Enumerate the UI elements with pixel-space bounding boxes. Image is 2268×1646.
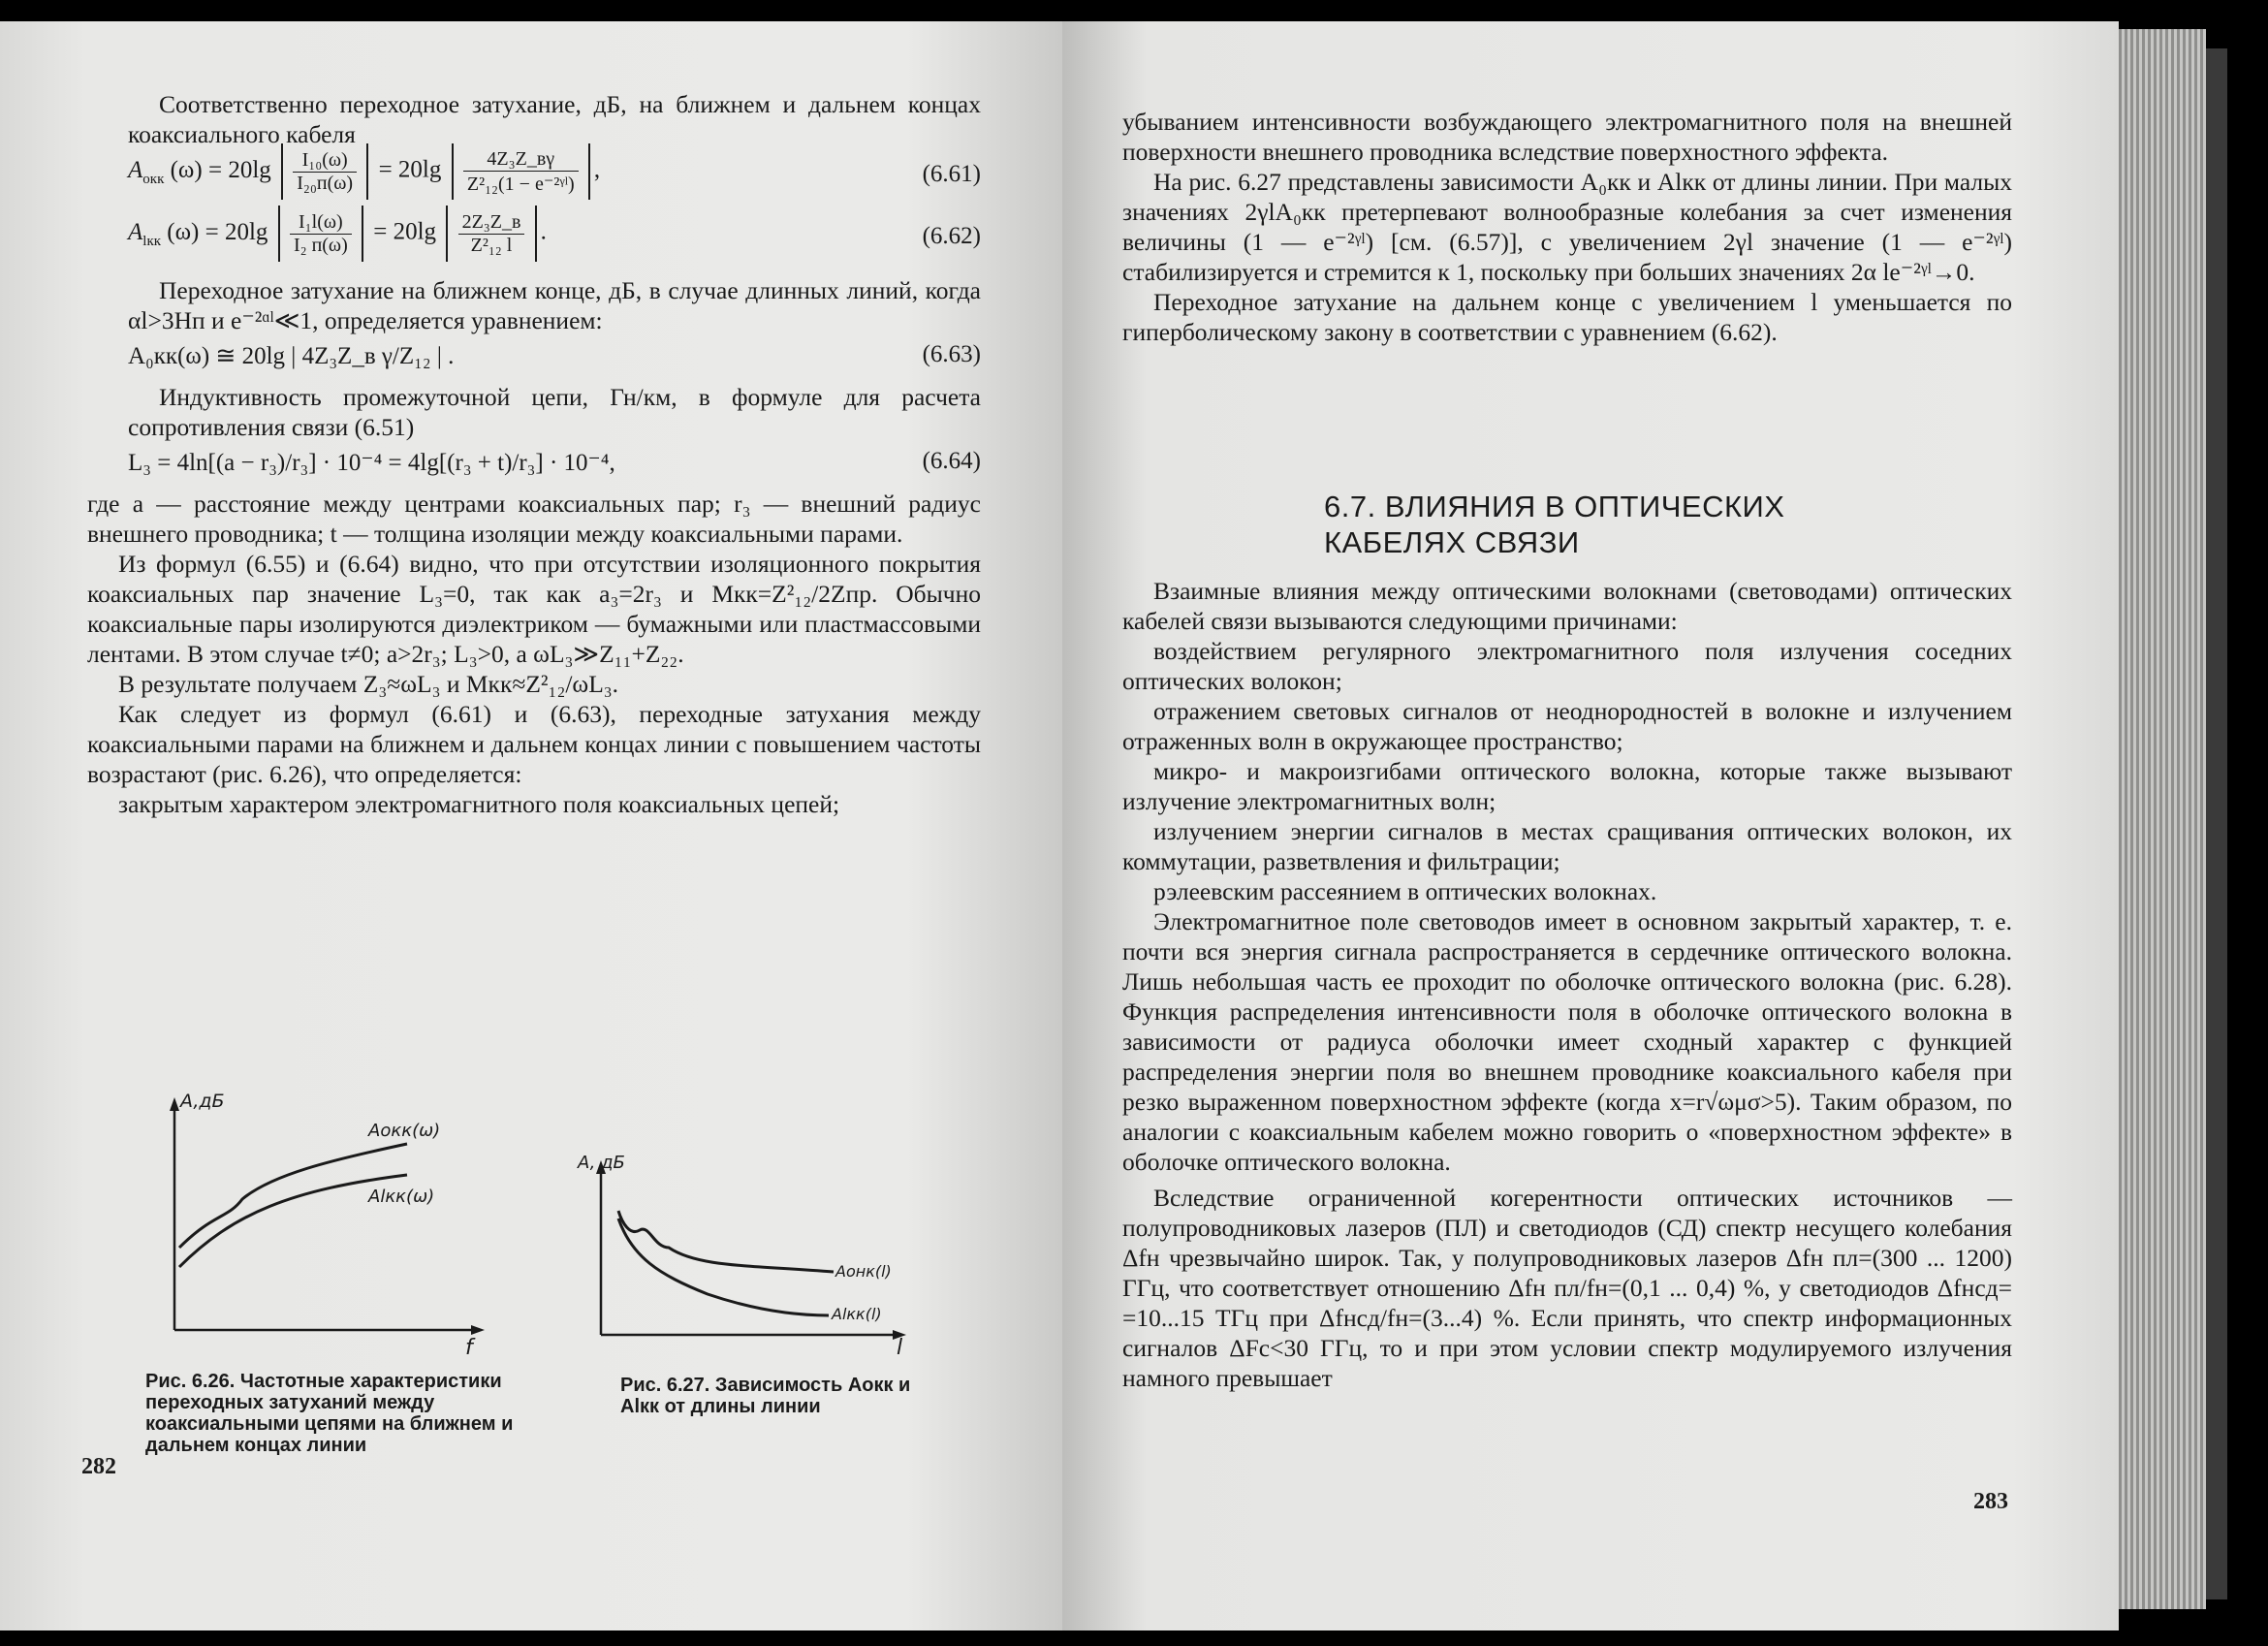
left-page bbox=[0, 21, 1066, 1630]
fig26-y-arrow bbox=[170, 1097, 179, 1111]
paragraph-where: где a — расстояние между центрами коаксиальных пар; r₃ — внешний радиус внешнего проводника; t — толщина изоляции между коаксиальными парами. bbox=[87, 490, 981, 548]
figure-6-27 bbox=[572, 1151, 921, 1359]
eq-lhs: A bbox=[128, 218, 143, 245]
figure-6-26 bbox=[136, 1088, 504, 1359]
fig27-x-label: l bbox=[897, 1336, 903, 1359]
fig26-y-label: A,дБ bbox=[180, 1091, 225, 1112]
right-text-block-1 bbox=[1122, 107, 2012, 347]
paragraph-formulas: Из формул (6.55) и (6.64) видно, что при отсутствии изоляционного покрытия коаксиальных пар значение L₃=0, так как a₃=2r₃ и Mкк=Z²₁₂/2Zпр. Обычно коаксиальные пары изолируются диэлектриком — бумажными или пластмассовыми лентами. В этом случае t≠0; a>2r₃; L₃>0, а ωL₃≫Z₁₁+Z₂₂. bbox=[87, 550, 981, 668]
fig26-curve1-label: Aокк(ω) bbox=[368, 1121, 441, 1141]
eq-lhs: A bbox=[128, 156, 143, 183]
paragraph-em-field: Электромагнитное поле световодов имеет в основном закрытый характер, т. е. почти вся энергия сигнала распространяется в сердечнике оптического волокна. Лишь небольшая часть ее проходит по оболочке оптического волокна (рис. 6.28). Функция распределения интенсивности поля в оболочке оптического волокна в зависимости от радиуса оболочки имеет сходный характер с функцией распределения энергии поля во внешнем проводнике коаксиального кабеля при резко выраженном поверхностном эффекте (когда x=r√ωμσ>5). Таким образом, по аналогии с коаксиальным кабелем можно говорить о «поверхностном эффекте» в оболочке оптического волокна. bbox=[1122, 907, 2012, 1176]
list-item: отражением световых сигналов от неоднородностей в волокне и излучением отраженных волн в окружающее пространство; bbox=[1122, 697, 2012, 755]
equation-number: (6.63) bbox=[922, 341, 981, 367]
equation-number: (6.64) bbox=[922, 448, 981, 474]
page-number-left: 282 bbox=[81, 1454, 116, 1479]
book-cover-edge bbox=[2206, 48, 2227, 1599]
eq-fraction-1: $\frac{\text{I₁l(ω)}}{\text{I₂ п(ω)}}$ bbox=[290, 211, 352, 257]
fig26-curve2-label: Alкк(ω) bbox=[368, 1187, 435, 1207]
equation-6-62: $A_{lкк}$ (ω) = 20lg $\frac{\text{I₁l(ω)}}{\text{I₂ п(ω)}}$ = 20lg $\frac{\text{2Z₃Z\_в}}{\text{Z²₁₂ l}}$ . (6.62) bbox=[128, 206, 981, 269]
section-heading: 6.7. ВЛИЯНИЯ В ОПТИЧЕСКИХ КАБЕЛЯХ СВЯЗИ bbox=[1324, 490, 1785, 559]
paragraph-mutual: Взаимные влияния между оптическими волокнами (световодами) оптических кабелей связи вызываются следующими причинами: bbox=[1122, 577, 2012, 635]
list-item: воздействием регулярного электромагнитного поля излучения соседних оптических волокон; bbox=[1122, 637, 2012, 695]
eq-fraction-2: $\frac{\text{2Z₃Z\_в}}{\text{Z²₁₂ l}}$ bbox=[458, 211, 525, 257]
equation-number: (6.61) bbox=[922, 161, 981, 187]
paragraph-coherence: Вследствие ограниченной когерентности оптических источников — полупроводниковых лазеров (ПЛ) и светодиодов (СД) спектр несущего колебания Δfн чрезвычайно широк. Так, у полупроводниковых лазеров Δfн пл=(300 ... 1200) ГГц, что соответствует отношению Δfн пл/fн=(0,1 ... 0,4) %, у светодиодов Δfнсд= =10...15 ТГц при Δfнсд/fн=(3...4) %. Если принять, что спектр информационных сигналов ΔFс<30 ГГц, то и при этом условии спектр модулируемого излучения намного превышает bbox=[1122, 1184, 2012, 1392]
eq-lhs-sub: окк bbox=[142, 171, 165, 187]
fig27-y-label: A, дБ bbox=[578, 1153, 625, 1173]
fig26-x-arrow bbox=[471, 1325, 485, 1335]
fig27-curve1-label: Aонк(l) bbox=[835, 1262, 892, 1281]
paragraph-closed: закрытым характером электромагнитного поля коаксиальных цепей; bbox=[118, 790, 840, 818]
list-item: излучением энергии сигналов в местах сращивания оптических волокон, их коммутации, разветвления и фильтрации; bbox=[1122, 817, 2012, 875]
eq-fraction-1: $\frac{\text{I₁₀(ω)}}{\text{I₂₀п(ω)}}$ bbox=[293, 149, 357, 195]
eq-fraction-2: $\frac{\text{4Z₃Z\_вγ}}{\text{Z²₁₂(1 − e⁻²ᵞˡ)}}$ bbox=[463, 148, 579, 196]
list-item: рэлеевским рассеянием в оптических волокнах. bbox=[1153, 877, 1657, 905]
paragraph-inductance: Индуктивность промежуточной цепи, Гн/км, в формуле для расчета сопротивления связи (6.51) bbox=[128, 383, 981, 441]
eq-lhs-arg: (ω) = 20lg bbox=[170, 156, 271, 183]
equation-body: L₃ = 4ln[(a − r₃)/r₃] · 10⁻⁴ = 4lg[(r₃ + t)/r₃] · 10⁻⁴, bbox=[128, 450, 615, 476]
fig27-curve2-label: Alкк(l) bbox=[832, 1305, 882, 1323]
left-text-block-2 bbox=[128, 275, 981, 335]
right-text-block-2 bbox=[1122, 576, 2012, 1393]
list-item: микро- и макроизгибами оптического волокна, которые также вызывают излучение электромагнитных волн; bbox=[1122, 757, 2012, 815]
eq-lhs-arg: (ω) = 20lg bbox=[167, 218, 268, 245]
paragraph-far-end: Переходное затухание на дальнем конце с увеличением l уменьшается по гиперболическому закону в соответствии с уравнением (6.62). bbox=[1122, 288, 2012, 346]
fig26-x-label: f bbox=[465, 1336, 473, 1359]
equation-body: A₀кк(ω) ≅ 20lg | 4Z₃Z_в γ/Z₁₂ | . bbox=[128, 343, 455, 369]
intro-paragraph: Соответственно переходное затухание, дБ, на ближнем и дальнем концах коаксиального кабеля bbox=[128, 90, 981, 148]
equation-6-63 bbox=[128, 341, 981, 370]
eq-lhs-sub: lкк bbox=[142, 233, 162, 249]
left-text-block-1 bbox=[128, 89, 981, 149]
paragraph-result: В результате получаем Z₃≈ωL₃ и Mкк≈Z²₁₂/ωL₃. bbox=[118, 670, 619, 698]
eq-mid: = 20lg bbox=[378, 156, 442, 183]
right-page bbox=[1062, 21, 2119, 1630]
paragraph-continuation: убыванием интенсивности возбуждающего электромагнитного поля на внешней поверхности внешнего проводника вследствие поверхностного эффекта. bbox=[1122, 108, 2012, 166]
paragraph-fig627: На рис. 6.27 представлены зависимости A₀кк и Alкк от длины линии. При малых значениях 2γlA₀кк претерпевают волнообразные колебания за счет изменения величины (1 — e⁻²ᵞˡ) [см. (6.57)], с увеличением 2γl значение (1 — e⁻²ᵞˡ) стабилизируется и стремится к 1, поскольку при больших значениях 2α le⁻²ᵞˡ→0. bbox=[1122, 168, 2012, 286]
eq-mid: = 20lg bbox=[373, 218, 437, 245]
page-number-right: 283 bbox=[1973, 1489, 2008, 1514]
fig26-caption: Рис. 6.26. Частотные характеристики переходных затуханий между коаксиальными цепями на ближнем и дальнем концах линии bbox=[145, 1371, 514, 1456]
paragraph-long-lines: Переходное затухание на ближнем конце, дБ, в случае длинных линий, когда αl>3Нп и e⁻²ᵅˡ≪1, определяется уравнением: bbox=[128, 276, 981, 334]
equation-6-64 bbox=[128, 448, 981, 477]
paragraph-follows: Как следует из формул (6.61) и (6.63), переходные затухания между коаксиальными парами на ближнем и дальнем концах линии с повышением частоты возрастают (рис. 6.26), что определяется: bbox=[87, 700, 981, 788]
left-text-block-4 bbox=[87, 489, 981, 819]
fig27-caption: Рис. 6.27. Зависимость Aокк и Alкк от длины линии bbox=[620, 1375, 911, 1417]
equation-number: (6.62) bbox=[922, 223, 981, 249]
page-edges bbox=[2119, 29, 2206, 1609]
equation-6-61: $A_{окк}$ (ω) = 20lg $\frac{\text{I₁₀(ω)}}{\text{I₂₀п(ω)}}$ = 20lg $\frac{\text{4Z₃Z\_вγ}}{\text{Z²₁₂(1 − e⁻²ᵞˡ)}}$ , (6.61) bbox=[128, 143, 981, 207]
left-text-block-3 bbox=[128, 382, 981, 442]
